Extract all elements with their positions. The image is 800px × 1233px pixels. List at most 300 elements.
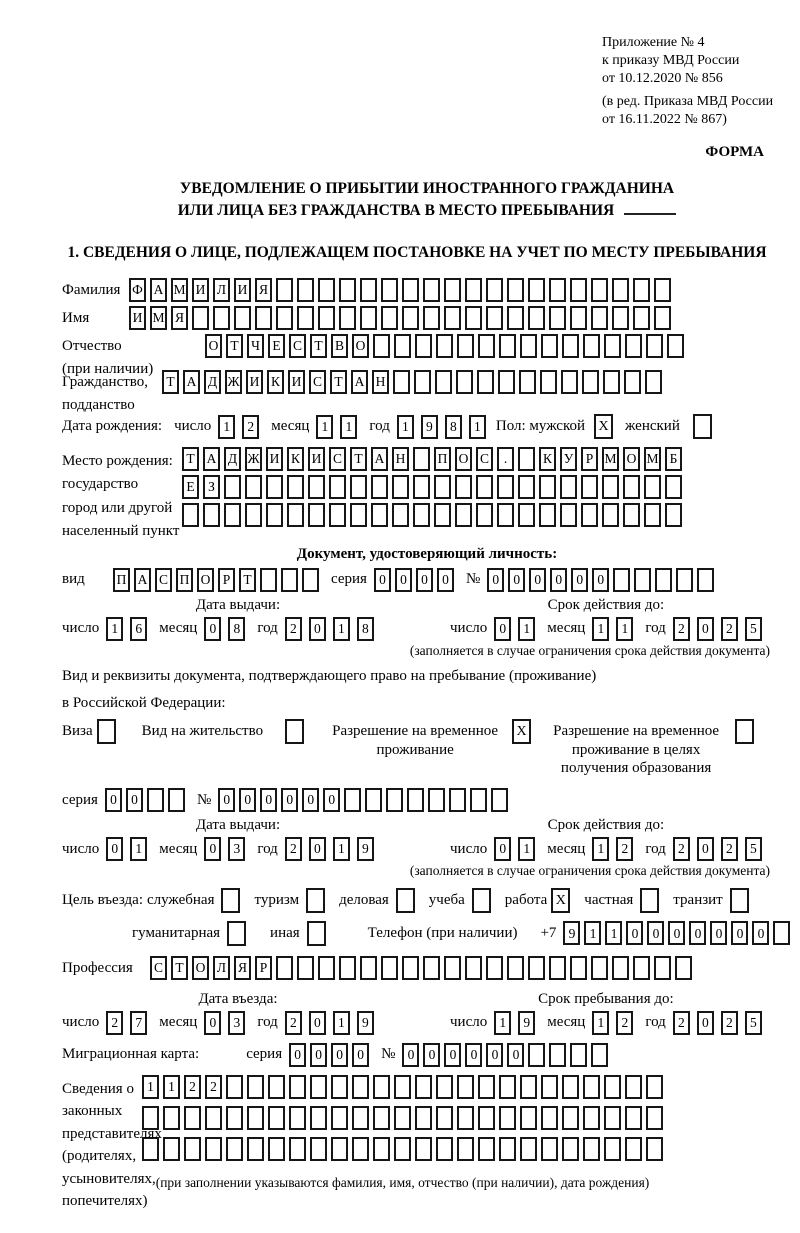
char-box[interactable]: М [644,447,661,471]
char-box[interactable] [518,475,535,499]
char-box[interactable]: А [150,278,167,302]
char-box[interactable] [318,956,335,980]
char-box[interactable] [352,1075,369,1099]
purpose-work-checkbox[interactable]: X [551,888,570,913]
char-box[interactable]: 0 [668,921,685,945]
char-box[interactable]: 1 [333,837,350,861]
char-box[interactable]: Я [234,956,251,980]
char-box[interactable]: 0 [626,921,643,945]
char-box[interactable] [436,334,453,358]
char-box[interactable] [570,278,587,302]
char-box[interactable] [491,788,508,812]
char-box[interactable] [456,370,473,394]
char-box[interactable] [581,475,598,499]
char-box[interactable] [499,334,516,358]
char-box[interactable] [507,956,524,980]
char-box[interactable]: Т [310,334,327,358]
char-box[interactable] [625,1075,642,1099]
sex-male-checkbox[interactable]: X [594,414,613,439]
char-box[interactable]: 2 [616,1011,633,1035]
char-box[interactable] [562,1106,579,1130]
char-box[interactable]: 2 [106,1011,123,1035]
char-box[interactable] [449,788,466,812]
char-box[interactable]: 0 [105,788,122,812]
char-box[interactable]: 2 [721,837,738,861]
char-box[interactable] [604,334,621,358]
char-box[interactable] [613,568,630,592]
char-box[interactable] [644,475,661,499]
char-box[interactable]: В [331,334,348,358]
char-box[interactable]: 0 [302,788,319,812]
char-box[interactable] [268,1075,285,1099]
char-box[interactable] [465,956,482,980]
char-box[interactable] [499,1137,516,1161]
char-box[interactable] [381,278,398,302]
char-box[interactable] [633,306,650,330]
char-box[interactable] [604,1075,621,1099]
char-box[interactable] [344,788,361,812]
char-box[interactable] [655,568,672,592]
char-box[interactable] [163,1137,180,1161]
char-box[interactable] [591,306,608,330]
char-box[interactable] [436,1106,453,1130]
char-box[interactable] [381,306,398,330]
char-box[interactable] [581,503,598,527]
char-box[interactable] [308,475,325,499]
residence-permit-checkbox[interactable] [285,719,304,744]
char-box[interactable] [373,1075,390,1099]
char-box[interactable] [393,370,410,394]
char-box[interactable]: 0 [239,788,256,812]
char-box[interactable] [486,956,503,980]
char-box[interactable]: 0 [106,837,123,861]
char-box[interactable]: 1 [106,617,123,641]
char-box[interactable]: 2 [184,1075,201,1099]
char-box[interactable]: 0 [752,921,769,945]
char-box[interactable]: 1 [584,921,601,945]
char-box[interactable]: 1 [316,415,333,439]
char-box[interactable] [457,1137,474,1161]
char-box[interactable]: 0 [487,568,504,592]
char-box[interactable]: С [329,447,346,471]
char-box[interactable] [415,334,432,358]
char-box[interactable] [602,475,619,499]
purpose-private-checkbox[interactable] [640,888,659,913]
char-box[interactable]: 6 [130,617,147,641]
purpose-official-checkbox[interactable] [221,888,240,913]
char-box[interactable] [360,278,377,302]
char-box[interactable] [226,1137,243,1161]
char-box[interactable]: 1 [142,1075,159,1099]
char-box[interactable]: 0 [423,1043,440,1067]
char-box[interactable]: М [602,447,619,471]
char-box[interactable]: 0 [529,568,546,592]
char-box[interactable]: Р [255,956,272,980]
char-box[interactable] [549,956,566,980]
char-box[interactable]: Т [162,370,179,394]
char-box[interactable] [331,1137,348,1161]
char-box[interactable] [541,334,558,358]
char-box[interactable] [625,334,642,358]
char-box[interactable]: 0 [437,568,454,592]
char-box[interactable] [402,278,419,302]
purpose-humanitarian-checkbox[interactable] [227,921,246,946]
char-box[interactable] [499,1075,516,1099]
char-box[interactable]: А [203,447,220,471]
char-box[interactable] [560,503,577,527]
char-box[interactable] [247,1137,264,1161]
char-box[interactable]: Б [665,447,682,471]
char-box[interactable] [541,1106,558,1130]
char-box[interactable]: И [192,278,209,302]
char-box[interactable] [528,1043,545,1067]
char-box[interactable] [245,503,262,527]
char-box[interactable]: 2 [285,617,302,641]
char-box[interactable] [423,278,440,302]
char-box[interactable] [147,788,164,812]
char-box[interactable] [352,1106,369,1130]
char-box[interactable]: О [192,956,209,980]
sex-female-checkbox[interactable] [693,414,712,439]
char-box[interactable] [507,278,524,302]
char-box[interactable]: 0 [508,568,525,592]
char-box[interactable]: 0 [310,1043,327,1067]
char-box[interactable]: 0 [697,1011,714,1035]
char-box[interactable] [339,278,356,302]
char-box[interactable] [352,1137,369,1161]
char-box[interactable] [539,503,556,527]
char-box[interactable]: 0 [731,921,748,945]
char-box[interactable] [287,475,304,499]
char-box[interactable] [457,334,474,358]
char-box[interactable]: З [203,475,220,499]
char-box[interactable] [266,503,283,527]
char-box[interactable]: 1 [592,837,609,861]
char-box[interactable]: 0 [647,921,664,945]
char-box[interactable]: 2 [721,617,738,641]
char-box[interactable]: С [155,568,172,592]
char-box[interactable] [623,475,640,499]
char-box[interactable]: 7 [130,1011,147,1035]
char-box[interactable]: 0 [592,568,609,592]
char-box[interactable] [528,956,545,980]
char-box[interactable]: Л [213,956,230,980]
char-box[interactable]: 0 [289,1043,306,1067]
char-box[interactable]: 0 [416,568,433,592]
char-box[interactable] [436,1137,453,1161]
char-box[interactable] [423,956,440,980]
char-box[interactable] [465,306,482,330]
char-box[interactable]: Л [213,278,230,302]
char-box[interactable] [392,475,409,499]
char-box[interactable] [339,306,356,330]
char-box[interactable]: 0 [697,617,714,641]
char-box[interactable] [297,278,314,302]
char-box[interactable]: Р [218,568,235,592]
char-box[interactable] [318,306,335,330]
char-box[interactable] [386,788,403,812]
char-box[interactable] [205,1106,222,1130]
char-box[interactable] [675,956,692,980]
char-box[interactable] [591,1043,608,1067]
char-box[interactable] [645,370,662,394]
char-box[interactable] [289,1137,306,1161]
char-box[interactable] [302,568,319,592]
char-box[interactable]: Е [268,334,285,358]
purpose-study-checkbox[interactable] [472,888,491,913]
temp-residence-checkbox[interactable]: X [512,719,531,744]
char-box[interactable]: И [308,447,325,471]
char-box[interactable] [329,503,346,527]
char-box[interactable]: 0 [550,568,567,592]
char-box[interactable]: К [539,447,556,471]
char-box[interactable] [465,278,482,302]
char-box[interactable]: 1 [518,617,535,641]
char-box[interactable]: 2 [616,837,633,861]
char-box[interactable]: 0 [507,1043,524,1067]
char-box[interactable]: 2 [673,837,690,861]
char-box[interactable] [633,956,650,980]
char-box[interactable]: 1 [340,415,357,439]
char-box[interactable] [381,956,398,980]
char-box[interactable] [486,306,503,330]
char-box[interactable] [625,1106,642,1130]
char-box[interactable] [234,306,251,330]
char-box[interactable] [507,306,524,330]
char-box[interactable]: 1 [592,617,609,641]
char-box[interactable] [570,956,587,980]
char-box[interactable] [470,788,487,812]
char-box[interactable] [676,568,693,592]
char-box[interactable] [182,503,199,527]
char-box[interactable] [226,1106,243,1130]
char-box[interactable]: 1 [605,921,622,945]
char-box[interactable]: А [351,370,368,394]
char-box[interactable] [329,475,346,499]
char-box[interactable] [289,1075,306,1099]
char-box[interactable] [623,503,640,527]
char-box[interactable] [297,956,314,980]
char-box[interactable] [604,1137,621,1161]
char-box[interactable] [245,475,262,499]
char-box[interactable] [604,1106,621,1130]
char-box[interactable] [667,334,684,358]
char-box[interactable]: 0 [465,1043,482,1067]
char-box[interactable] [477,370,494,394]
char-box[interactable] [339,956,356,980]
char-box[interactable] [528,278,545,302]
char-box[interactable] [255,306,272,330]
char-box[interactable] [260,568,277,592]
char-box[interactable] [163,1106,180,1130]
char-box[interactable]: 0 [309,617,326,641]
char-box[interactable] [407,788,424,812]
char-box[interactable] [665,475,682,499]
char-box[interactable] [402,956,419,980]
char-box[interactable] [266,475,283,499]
char-box[interactable] [434,475,451,499]
char-box[interactable] [435,370,452,394]
char-box[interactable] [268,1137,285,1161]
char-box[interactable] [276,278,293,302]
char-box[interactable]: К [287,447,304,471]
char-box[interactable]: С [309,370,326,394]
char-box[interactable] [478,1106,495,1130]
char-box[interactable] [276,306,293,330]
char-box[interactable] [203,503,220,527]
char-box[interactable]: 3 [228,837,245,861]
char-box[interactable]: Т [350,447,367,471]
char-box[interactable] [612,278,629,302]
char-box[interactable] [360,306,377,330]
char-box[interactable]: М [171,278,188,302]
char-box[interactable] [541,1075,558,1099]
char-box[interactable] [591,956,608,980]
char-box[interactable] [281,568,298,592]
char-box[interactable]: 2 [673,1011,690,1035]
char-box[interactable] [455,503,472,527]
char-box[interactable]: Д [224,447,241,471]
char-box[interactable] [476,503,493,527]
char-box[interactable] [602,503,619,527]
char-box[interactable] [444,278,461,302]
char-box[interactable]: 0 [571,568,588,592]
char-box[interactable]: 0 [204,1011,221,1035]
char-box[interactable] [583,1075,600,1099]
char-box[interactable]: 1 [397,415,414,439]
char-box[interactable] [478,334,495,358]
purpose-business-checkbox[interactable] [396,888,415,913]
char-box[interactable] [413,475,430,499]
char-box[interactable]: К [267,370,284,394]
char-box[interactable]: 9 [518,1011,535,1035]
char-box[interactable]: О [455,447,472,471]
char-box[interactable]: 5 [745,837,762,861]
char-box[interactable]: 0 [331,1043,348,1067]
char-box[interactable]: 0 [494,837,511,861]
char-box[interactable]: 0 [309,1011,326,1035]
char-box[interactable] [371,475,388,499]
char-box[interactable]: А [183,370,200,394]
char-box[interactable] [583,1106,600,1130]
char-box[interactable]: 8 [357,617,374,641]
char-box[interactable]: 2 [205,1075,222,1099]
char-box[interactable]: 2 [285,837,302,861]
char-box[interactable]: 8 [445,415,462,439]
char-box[interactable] [444,956,461,980]
char-box[interactable]: 1 [333,1011,350,1035]
char-box[interactable] [289,1106,306,1130]
char-box[interactable]: Т [171,956,188,980]
char-box[interactable]: Т [239,568,256,592]
char-box[interactable] [247,1106,264,1130]
char-box[interactable] [331,1106,348,1130]
char-box[interactable]: 0 [374,568,391,592]
char-box[interactable] [518,503,535,527]
char-box[interactable]: 0 [395,568,412,592]
char-box[interactable] [444,306,461,330]
char-box[interactable] [549,1043,566,1067]
char-box[interactable] [413,503,430,527]
char-box[interactable] [583,334,600,358]
char-box[interactable] [570,306,587,330]
char-box[interactable] [561,370,578,394]
char-box[interactable] [539,475,556,499]
char-box[interactable] [276,956,293,980]
char-box[interactable] [646,1137,663,1161]
char-box[interactable] [308,503,325,527]
char-box[interactable]: 0 [204,837,221,861]
char-box[interactable] [205,1137,222,1161]
char-box[interactable]: П [176,568,193,592]
char-box[interactable]: 0 [260,788,277,812]
char-box[interactable]: 1 [469,415,486,439]
char-box[interactable] [646,1106,663,1130]
char-box[interactable]: Н [372,370,389,394]
char-box[interactable] [654,306,671,330]
char-box[interactable]: 1 [494,1011,511,1035]
char-box[interactable] [394,1137,411,1161]
char-box[interactable] [455,475,472,499]
char-box[interactable]: 9 [357,1011,374,1035]
char-box[interactable] [402,306,419,330]
char-box[interactable]: Ж [245,447,262,471]
char-box[interactable]: А [371,447,388,471]
char-box[interactable]: О [352,334,369,358]
char-box[interactable]: 0 [218,788,235,812]
char-box[interactable] [498,370,515,394]
char-box[interactable] [697,568,714,592]
char-box[interactable]: 0 [689,921,706,945]
char-box[interactable] [520,1106,537,1130]
char-box[interactable] [476,475,493,499]
char-box[interactable] [644,503,661,527]
char-box[interactable] [654,956,671,980]
char-box[interactable]: 0 [204,617,221,641]
char-box[interactable] [414,370,431,394]
char-box[interactable] [624,370,641,394]
char-box[interactable]: 0 [710,921,727,945]
char-box[interactable] [224,503,241,527]
purpose-other-checkbox[interactable] [307,921,326,946]
char-box[interactable]: 1 [163,1075,180,1099]
char-box[interactable] [415,1106,432,1130]
char-box[interactable]: И [266,447,283,471]
char-box[interactable] [310,1137,327,1161]
char-box[interactable]: 0 [402,1043,419,1067]
char-box[interactable] [213,306,230,330]
char-box[interactable] [457,1075,474,1099]
char-box[interactable]: 0 [352,1043,369,1067]
char-box[interactable] [224,475,241,499]
char-box[interactable] [654,278,671,302]
char-box[interactable]: Т [226,334,243,358]
char-box[interactable]: 2 [242,415,259,439]
char-box[interactable] [318,278,335,302]
char-box[interactable]: 5 [745,617,762,641]
char-box[interactable]: П [113,568,130,592]
char-box[interactable]: О [623,447,640,471]
char-box[interactable]: О [205,334,222,358]
char-box[interactable]: 9 [563,921,580,945]
char-box[interactable] [518,447,535,471]
char-box[interactable] [436,1075,453,1099]
char-box[interactable]: И [288,370,305,394]
char-box[interactable] [478,1137,495,1161]
char-box[interactable] [582,370,599,394]
char-box[interactable]: О [197,568,214,592]
temp-residence-education-checkbox[interactable] [735,719,754,744]
